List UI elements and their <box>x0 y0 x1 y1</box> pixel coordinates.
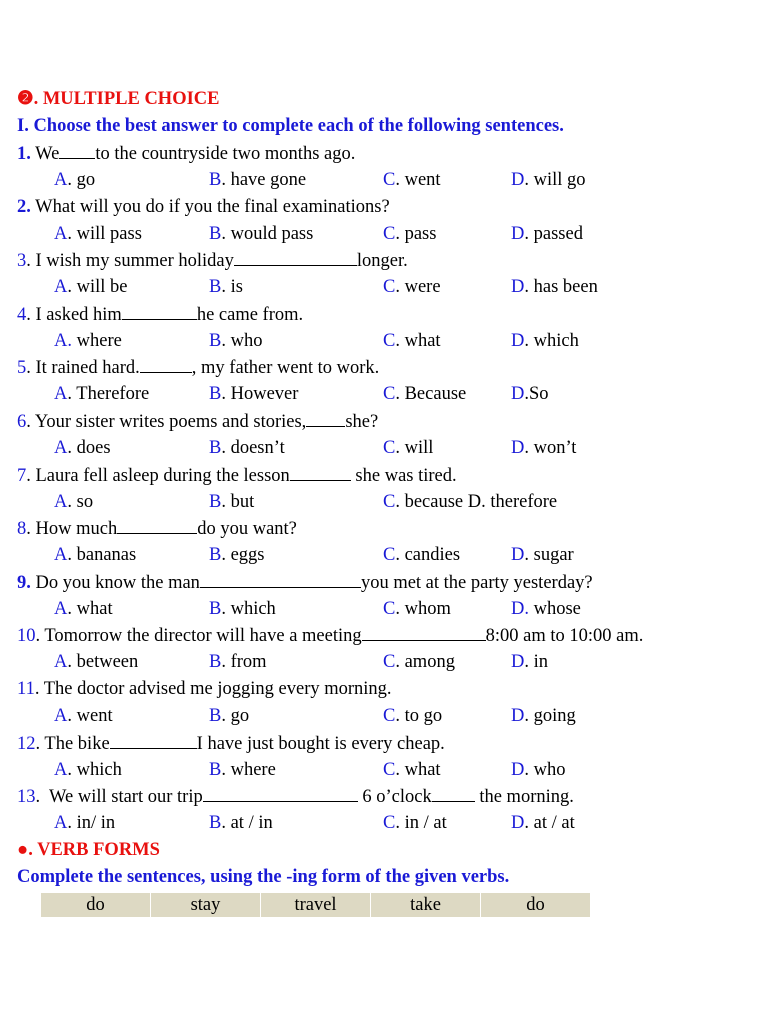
option-letter: A <box>54 224 68 244</box>
question-number: 1. <box>17 144 31 164</box>
answer-option[interactable] <box>511 651 548 673</box>
option-letter: A <box>54 277 68 297</box>
question-text: . Laura fell asleep during the lesson <box>26 466 290 486</box>
option-letter: B <box>209 384 222 404</box>
option-letter: C <box>383 277 396 297</box>
option-text: . what <box>395 331 441 351</box>
question-text: he came from. <box>196 305 304 325</box>
option-letter: D <box>511 384 525 404</box>
option-text: . who <box>524 760 566 780</box>
option-letter: B <box>209 706 222 726</box>
answer-option[interactable] <box>209 759 276 781</box>
option-text: . at / in <box>221 813 273 833</box>
answer-option[interactable] <box>511 223 583 245</box>
answer-option[interactable] <box>209 812 273 834</box>
answer-blank[interactable] <box>59 142 95 159</box>
answer-option[interactable] <box>54 491 93 513</box>
answer-option[interactable] <box>511 276 598 298</box>
option-text: . what <box>67 599 113 619</box>
option-text: . has been <box>524 277 598 297</box>
option-text: . were <box>395 277 441 297</box>
answer-option[interactable] <box>511 544 574 566</box>
bullet-icon: ● <box>17 840 29 860</box>
option-text: . However <box>221 384 299 404</box>
question-text: 6 o’clock <box>357 787 432 807</box>
option-letter: A <box>54 545 68 565</box>
option-text: . doesn’t <box>221 438 285 458</box>
answer-blank[interactable] <box>432 785 475 802</box>
verb-cell: travel <box>261 893 370 917</box>
option-letter: B <box>209 760 222 780</box>
option-text: . in / at <box>395 813 447 833</box>
question-text: longer. <box>356 251 408 271</box>
question-number: 11 <box>17 679 35 699</box>
question-line <box>17 785 574 808</box>
option-letter: D <box>511 331 525 351</box>
question-line <box>17 517 297 540</box>
option-text: . will <box>395 438 434 458</box>
option-text: . who <box>221 331 263 351</box>
question-line <box>17 303 303 326</box>
answer-option[interactable] <box>209 383 298 405</box>
option-letter: A <box>54 599 68 619</box>
verb-cell: do <box>41 893 150 917</box>
option-letter: C <box>383 652 396 672</box>
answer-blank[interactable] <box>203 785 358 802</box>
option-text: . will be <box>67 277 128 297</box>
option-text: . will pass <box>67 224 142 244</box>
option-letter: D <box>511 545 525 565</box>
question-text: you met at the party yesterday? <box>360 573 593 593</box>
option-text: . in/ in <box>67 813 116 833</box>
question-text: do you want? <box>197 519 297 539</box>
question-text: . It rained hard. <box>26 358 140 378</box>
answer-option[interactable] <box>54 598 113 620</box>
option-text: .So <box>524 384 549 404</box>
answer-option[interactable] <box>209 437 285 459</box>
answer-option[interactable] <box>511 812 575 834</box>
option-letter: C <box>383 599 396 619</box>
option-letter: B <box>209 599 222 619</box>
answer-option[interactable] <box>209 651 267 673</box>
option-text: . but <box>221 492 255 512</box>
option-letter: B <box>209 224 222 244</box>
answer-option[interactable] <box>383 759 441 781</box>
option-text: where <box>72 331 122 351</box>
option-letter: A <box>54 438 68 458</box>
option-letter: A <box>54 170 68 190</box>
question-number: 10 <box>17 626 36 646</box>
question-number: 9. <box>17 573 31 593</box>
option-text: . went <box>67 706 113 726</box>
question-text: . The bike <box>35 734 110 754</box>
answer-option[interactable] <box>383 437 433 459</box>
question-text: . The doctor advised me jogging every morning. <box>34 679 392 699</box>
answer-blank[interactable] <box>117 517 197 534</box>
option-text: . where <box>221 760 276 780</box>
answer-blank[interactable] <box>362 624 486 641</box>
option-letter: C <box>383 492 396 512</box>
answer-option[interactable] <box>209 223 313 245</box>
question-line <box>17 356 379 379</box>
question-text: Do you know the man <box>30 573 200 593</box>
answer-option[interactable] <box>209 544 265 566</box>
option-text: . go <box>67 170 96 190</box>
option-letter: C <box>383 545 396 565</box>
option-letter: C <box>383 438 396 458</box>
question-number: 7 <box>17 466 27 486</box>
option-text: . will go <box>524 170 586 190</box>
option-text: . would pass <box>221 224 314 244</box>
option-letter: B <box>209 170 222 190</box>
option-letter: C <box>383 706 396 726</box>
option-letter: C <box>383 384 396 404</box>
answer-option[interactable] <box>383 223 436 245</box>
answer-option[interactable] <box>383 276 441 298</box>
answer-option[interactable] <box>383 812 447 834</box>
option-letter: D <box>511 706 525 726</box>
option-text: whose <box>529 599 581 619</box>
answer-blank[interactable] <box>200 571 361 588</box>
section-title-verb-forms: ●. VERB FORMS <box>17 840 160 860</box>
option-letter: B <box>209 813 222 833</box>
option-letter: B <box>209 331 222 351</box>
option-letter: A <box>54 760 68 780</box>
option-letter: B <box>209 545 222 565</box>
verb-box <box>40 893 591 917</box>
answer-option[interactable] <box>54 812 115 834</box>
option-letter: A <box>54 813 68 833</box>
option-text: . whom <box>395 599 451 619</box>
option-text: . Because <box>395 384 467 404</box>
answer-blank[interactable] <box>290 464 351 481</box>
option-letter: A. <box>54 331 72 351</box>
option-text: . go <box>221 706 250 726</box>
question-text: 8:00 am to 10:00 am. <box>485 626 644 646</box>
answer-option[interactable] <box>54 330 122 352</box>
question-line <box>17 571 593 594</box>
question-number: 6 <box>17 412 27 432</box>
answer-option[interactable] <box>383 705 442 727</box>
answer-option[interactable] <box>511 437 576 459</box>
instruction-multiple-choice: I. Choose the best answer to complete each of the following sentences. <box>17 116 564 136</box>
option-letter: D <box>511 813 525 833</box>
option-text: . is <box>221 277 243 297</box>
question-text: We <box>30 144 60 164</box>
question-number: 12 <box>17 734 36 754</box>
answer-blank[interactable] <box>110 732 197 749</box>
question-text: . I asked him <box>26 305 122 325</box>
option-text: . at / at <box>524 813 575 833</box>
answer-option[interactable] <box>383 383 466 405</box>
option-text: . what <box>395 760 441 780</box>
answer-option[interactable] <box>54 223 142 245</box>
option-text: . won’t <box>524 438 577 458</box>
question-text: I have just bought is every cheap. <box>196 734 445 754</box>
answer-blank[interactable] <box>122 303 197 320</box>
option-text: . Therefore <box>67 384 150 404</box>
answer-option[interactable] <box>511 598 581 620</box>
section-title-multiple-choice: ❷. MULTIPLE CHOICE <box>17 89 220 109</box>
option-letter: D <box>511 224 525 244</box>
option-letter: D <box>511 170 525 190</box>
option-letter: C <box>383 224 396 244</box>
question-text: the morning. <box>474 787 574 807</box>
question-text: . Your sister writes poems and stories, <box>26 412 307 432</box>
option-text: . pass <box>395 224 437 244</box>
question-text: , my father went to work. <box>191 358 380 378</box>
question-line <box>17 196 390 218</box>
question-number: 2. <box>17 197 31 217</box>
answer-option[interactable] <box>383 491 557 513</box>
option-text: . went <box>395 170 441 190</box>
answer-option[interactable] <box>209 491 254 513</box>
option-letter: D <box>511 438 525 458</box>
bullet-icon: ❷ <box>17 89 34 109</box>
answer-option[interactable] <box>511 705 576 727</box>
answer-option[interactable] <box>511 383 549 405</box>
option-text: . which <box>524 331 579 351</box>
answer-blank[interactable] <box>140 356 192 373</box>
option-letter: D <box>511 652 525 672</box>
verb-cell: take <box>371 893 480 917</box>
option-letter: A <box>54 384 68 404</box>
answer-option[interactable] <box>383 544 460 566</box>
question-line <box>17 464 457 487</box>
answer-option[interactable] <box>383 651 455 673</box>
question-text: . I wish my summer holiday <box>26 251 234 271</box>
answer-option[interactable] <box>54 383 149 405</box>
answer-option[interactable] <box>209 276 243 298</box>
option-letter: D <box>511 277 525 297</box>
question-number: 13 <box>17 787 36 807</box>
question-number: 3 <box>17 251 27 271</box>
question-line <box>17 678 392 700</box>
option-text: . sugar <box>524 545 574 565</box>
answer-option[interactable] <box>209 330 262 352</box>
option-text: . so <box>67 492 94 512</box>
option-letter: C <box>383 813 396 833</box>
option-letter: A <box>54 706 68 726</box>
answer-option[interactable] <box>54 759 122 781</box>
answer-option[interactable] <box>54 651 138 673</box>
question-line <box>17 249 408 272</box>
question-text: . We will start our trip <box>35 787 203 807</box>
option-text: . bananas <box>67 545 137 565</box>
answer-option[interactable] <box>54 169 95 191</box>
option-letter: D. <box>511 599 529 619</box>
option-letter: D <box>511 760 525 780</box>
answer-option[interactable] <box>209 169 306 191</box>
answer-option[interactable] <box>54 276 128 298</box>
option-text: . among <box>395 652 455 672</box>
instruction-verb-forms: Complete the sentences, using the -ing form of the given verbs. <box>17 867 510 887</box>
question-text: What will you do if you the final examinations? <box>30 197 390 217</box>
option-text: . which <box>221 599 276 619</box>
option-text: . because D. therefore <box>395 492 558 512</box>
answer-option[interactable] <box>54 544 136 566</box>
option-letter: C <box>383 760 396 780</box>
option-letter: C <box>383 170 396 190</box>
question-text: . How much <box>26 519 118 539</box>
option-text: . which <box>67 760 122 780</box>
option-text: . passed <box>524 224 583 244</box>
question-number: 5 <box>17 358 27 378</box>
option-text: . does <box>67 438 111 458</box>
question-text: she was tired. <box>350 466 457 486</box>
option-text: . candies <box>395 545 461 565</box>
option-letter: B <box>209 277 222 297</box>
question-line <box>17 624 643 647</box>
option-text: . to go <box>395 706 443 726</box>
option-text: . between <box>67 652 139 672</box>
answer-option[interactable] <box>383 169 441 191</box>
question-number: 4 <box>17 305 27 325</box>
option-text: . have gone <box>221 170 307 190</box>
answer-option[interactable] <box>511 759 566 781</box>
option-text: . from <box>221 652 267 672</box>
option-letter: B <box>209 438 222 458</box>
question-text: she? <box>345 412 379 432</box>
answer-option[interactable] <box>511 169 586 191</box>
answer-option[interactable] <box>511 330 579 352</box>
answer-option[interactable] <box>383 330 441 352</box>
question-text: to the countryside two months ago. <box>95 144 356 164</box>
question-text: . Tomorrow the director will have a meeting <box>35 626 362 646</box>
question-number: 8 <box>17 519 27 539</box>
answer-option[interactable] <box>54 705 113 727</box>
verb-cell: stay <box>151 893 260 917</box>
option-letter: B <box>209 492 222 512</box>
option-text: . going <box>524 706 576 726</box>
option-letter: A <box>54 652 68 672</box>
answer-option[interactable] <box>383 598 451 620</box>
answer-option[interactable] <box>209 705 249 727</box>
question-line <box>17 410 378 433</box>
verb-cell: do <box>481 893 590 917</box>
answer-blank[interactable] <box>306 410 345 427</box>
answer-blank[interactable] <box>234 249 357 266</box>
answer-option[interactable] <box>54 437 111 459</box>
answer-option[interactable] <box>209 598 276 620</box>
option-letter: B <box>209 652 222 672</box>
option-letter: C <box>383 331 396 351</box>
question-line <box>17 142 355 165</box>
question-line <box>17 732 445 755</box>
option-text: . eggs <box>221 545 265 565</box>
option-letter: A <box>54 492 68 512</box>
option-text: . in <box>524 652 549 672</box>
